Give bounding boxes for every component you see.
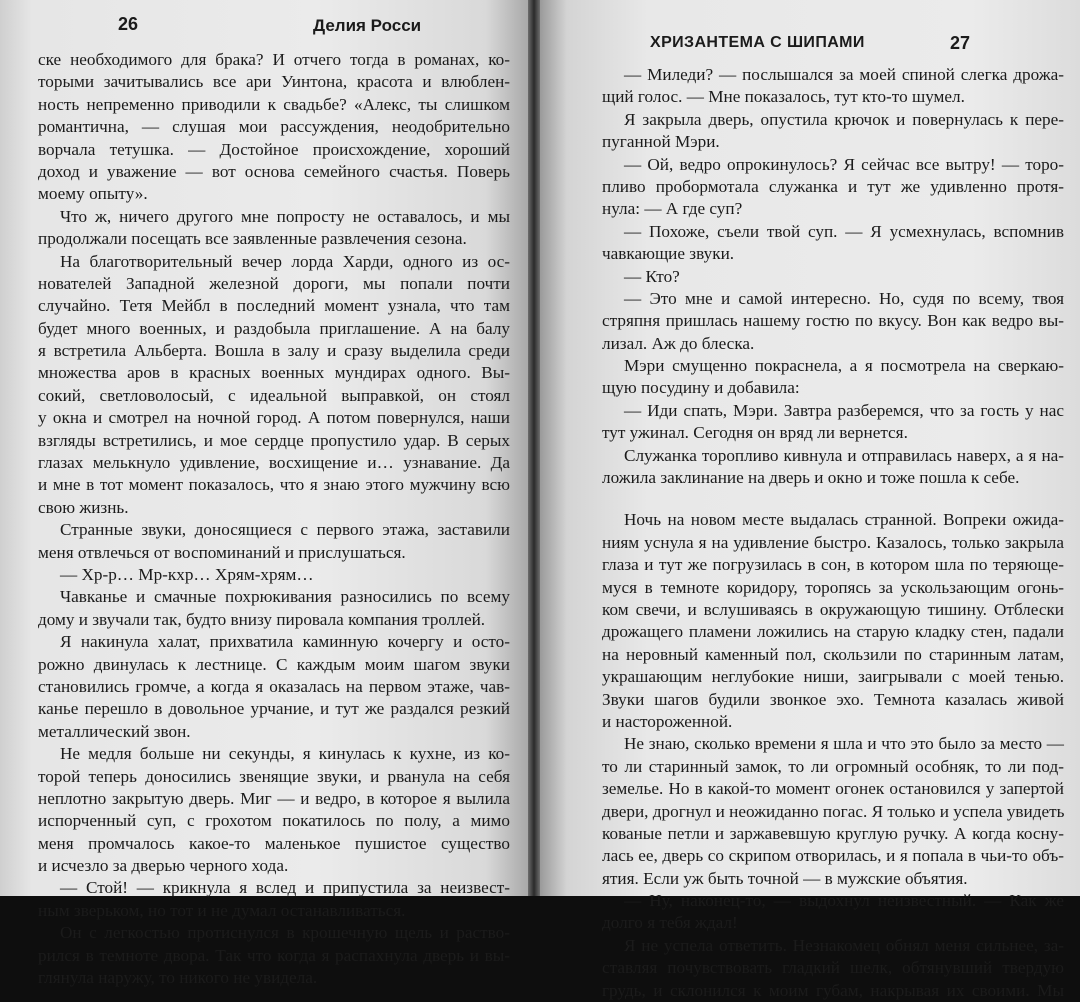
text-line: грудь, и склонился к моим губам, накрывая их своими. Мы <box>602 980 1064 1000</box>
text-line: глаза и тут же погрузилась в сон, в котором шла по теряюще- <box>602 555 1064 575</box>
text-line: украшающим неглубокие ниши, заигрывали с моей тенью. <box>602 667 1064 687</box>
text-line: рожно двинулась к лестнице. С каждым моим шагом звуки <box>38 654 510 674</box>
text-line: и настороженной. <box>602 711 733 731</box>
text-line: долго я тебя ждал! <box>602 913 738 933</box>
text-line: — Стой! — крикнула я вслед и припустила за неизвест- <box>60 878 510 898</box>
text-line: свою жизнь. <box>38 497 129 517</box>
text-line: становились громче, а когда я оказалась на первом этаже, чав- <box>38 676 510 696</box>
right-page-number: 27 <box>950 33 971 53</box>
text-line: — Миледи? — послышался за моей спиной слегка дрожа- <box>624 65 1064 84</box>
text-line: ятия. Если уж быть точной — в мужские объятия. <box>602 868 968 888</box>
text-line: щий голос. — Мне показалось, тут кто-то шумел. <box>602 87 965 107</box>
text-line: тут ужинал. Сегодня он вряд ли вернется. <box>602 423 908 443</box>
text-line: Мэри смущенно покраснела, а я посмотрела на сверкаю- <box>624 356 1064 376</box>
text-line: у окна и смотрел на ночной город. А потом повернулся, наши <box>38 408 510 428</box>
text-line: неплотно закрытую дверь. Миг — и ведро, в которое я вылила <box>38 788 510 808</box>
text-line: канье перешло в довольное урчание, и тут же раздался резкий <box>38 699 510 719</box>
text-line: нователей Западной железной дороги, мы попали почти <box>38 273 510 293</box>
text-line: торой теперь доносились звенящие звуки, и рванула на себя <box>38 766 510 786</box>
text-line: Что ж, ничего другого мне попросту не оставалось, и мы <box>60 206 510 226</box>
text-line: сокий, светловолосый, с идеальной выправкой, он стоял <box>38 385 510 405</box>
text-line: рился в темноте двора. Так что когда я распахнула дверь и вы- <box>38 945 510 965</box>
text-line: кованые петли и заржавевшую круглую ручку. А когда косну- <box>602 823 1064 843</box>
text-line: — Это мне и самой интересно. Но, судя по всему, твоя <box>624 288 1064 308</box>
text-line: Я не успела ответить. Незнакомец обнял меня сильнее, за- <box>624 935 1064 955</box>
text-line: я встретила Альберта. Вошла в залу и сразу выделила среди <box>38 341 510 361</box>
text-line: дому и звучали так, будто внизу пировала компания троллей. <box>38 609 486 629</box>
text-line: взгляды встретились, и мое сердце пропустило удар. В серых <box>38 430 510 450</box>
text-line: ность непременно приводили к свадьбе? «Алекс, ты слишком <box>38 94 510 114</box>
text-line: и мне в тот момент показалось, что я знаю этого мужчину всю <box>38 475 510 495</box>
left-page-number: 26 <box>118 14 139 34</box>
text-line: ным зверьком, но тот и не думал останавливаться. <box>38 900 406 920</box>
text-line: на неровный каменный пол, скользили по старинным латам, <box>602 644 1064 664</box>
text-line: Не медля больше ни секунды, я кинулась к кухне, из ко- <box>60 744 510 764</box>
right-running-title: ХРИЗАНТЕМА С ШИПАМИ <box>650 34 865 51</box>
text-line: Я накинула халат, прихватила каминную кочергу и осто- <box>60 632 510 652</box>
left-page <box>0 0 528 988</box>
text-line: ком свечи, и вслушиваясь в окружающую тишину. Отблески <box>602 599 1064 619</box>
text-line: — Похоже, съели твой суп. — Я усмехнулась, вспомнив <box>624 221 1064 241</box>
text-line: и исчезло за дверью черного хода. <box>38 856 289 876</box>
text-line: дрожащего пламени ложились на старую кладку стен, падали <box>602 622 1064 642</box>
left-running-title: Делия Росси <box>313 16 422 35</box>
text-line: лизал. Аж до блеска. <box>602 333 755 353</box>
text-line: земелье. Но в какой-то момент огонек остановился у запертой <box>602 779 1064 799</box>
text-line: случайно. Тетя Мейбл в последний момент узнала, что там <box>38 296 510 316</box>
text-line: доход и уважение — вот основа семейного счастья. Поверь <box>38 161 510 181</box>
book-gutter <box>528 0 540 896</box>
text-line: щую посудину и добавила: <box>602 378 800 398</box>
text-line: лась ее, дверь со скрипом отворилась, и я попала в чьи-то объ- <box>602 846 1064 866</box>
text-line: романтична, — слушая мои рассуждения, неодобрительно <box>38 117 510 137</box>
text-line: пуганной Мэри. <box>602 132 720 152</box>
text-line: моему опыту». <box>38 184 148 204</box>
text-line: ниям уснула я на удивление быстро. Казалось, только закрыла <box>602 532 1064 552</box>
text-line: ставляя почувствовать гладкий шелк, обтянувший твердую <box>602 958 1064 978</box>
text-line: чавкающие звуки. <box>602 244 735 264</box>
text-line: — Кто? <box>624 266 680 286</box>
text-line: Звуки шагов будили звонкое эхо. Темнота казалась живой <box>602 689 1064 709</box>
text-line: Он с легкостью протиснулся в крошечную щель и раство- <box>60 923 510 943</box>
text-line: — Иди спать, Мэри. Завтра разберемся, что за гость у нас <box>624 400 1064 420</box>
text-line: Ночь на новом месте выдалась странной. Вопреки ожида- <box>624 510 1064 530</box>
text-line: глянула наружу, то никого не увидела. <box>38 968 318 988</box>
text-line: стряпня пришлась нашему гостю по вкусу. Вон как ведро вы- <box>602 311 1064 331</box>
left-page-text <box>38 49 510 989</box>
text-line: испорченный суп, с грохотом покатилось по полу, а мимо <box>38 811 510 831</box>
text-line: Служанка торопливо кивнула и отправилась наверх, а я на- <box>624 445 1064 465</box>
text-line: ске необходимого для брака? И отчего тогда в романах, ко- <box>38 50 510 69</box>
text-line: Чавканье и смачные похрюкивания разносились по всему <box>60 587 510 607</box>
text-line: Я закрыла дверь, опустила крючок и повернулась к пере- <box>624 109 1064 129</box>
text-line: ворчала тетушка. — Достойное происхождение, хороший <box>38 139 510 159</box>
text-line: ложила заклинание на дверь и окно и тоже пошла к себе. <box>602 468 1020 488</box>
text-line: — Хр-р… Мр-кхр… Хрям-хрям… <box>60 564 314 584</box>
text-line: Странные звуки, доносящиеся с первого этажа, заставили <box>60 520 510 540</box>
text-line: глазах мелькнуло удивление, восхищение и… узнавание. Да <box>38 453 510 473</box>
right-page-text <box>602 64 1064 1002</box>
text-line: — Ну, наконец-то, — выдохнул неизвестный. — Как же <box>624 891 1064 911</box>
text-line: муся в темноте коридору, торопясь за ускользающим огонь- <box>602 577 1064 597</box>
text-line: меня промчалось какое-то маленькое пушистое существо <box>38 833 510 853</box>
text-line: меня отвлечься от воспоминаний и прислушаться. <box>38 542 406 562</box>
text-line: пливо пробормотала служанка и тут же удивленно протя- <box>602 176 1064 196</box>
text-line: то ли старинный замок, то ли огромный особняк, то ли под- <box>602 756 1064 776</box>
text-line: торыми зачитывались все ари Уинтона, красота и влюблен- <box>38 72 510 92</box>
text-line: Не знаю, сколько времени я шла и что это было за место — <box>624 734 1064 754</box>
text-line: — Ой, ведро опрокинулось? Я сейчас все вытру! — торо- <box>624 154 1064 174</box>
right-page <box>540 0 1080 1000</box>
text-line: множества аров в красных военных мундирах одного. Вы- <box>38 363 510 383</box>
text-line: На благотворительный вечер лорда Харди, одного из ос- <box>60 251 510 271</box>
text-line: двери, дрогнул и неожиданно погас. Я только и успела увидеть <box>602 801 1065 821</box>
text-line: будет много военных, и раздобыла приглашение. А на балу <box>38 318 510 338</box>
text-line: металлический звон. <box>38 721 191 741</box>
text-line: продолжали посещать все заявленные развлечения сезона. <box>38 229 467 249</box>
text-line: нула: — А где суп? <box>602 199 743 219</box>
